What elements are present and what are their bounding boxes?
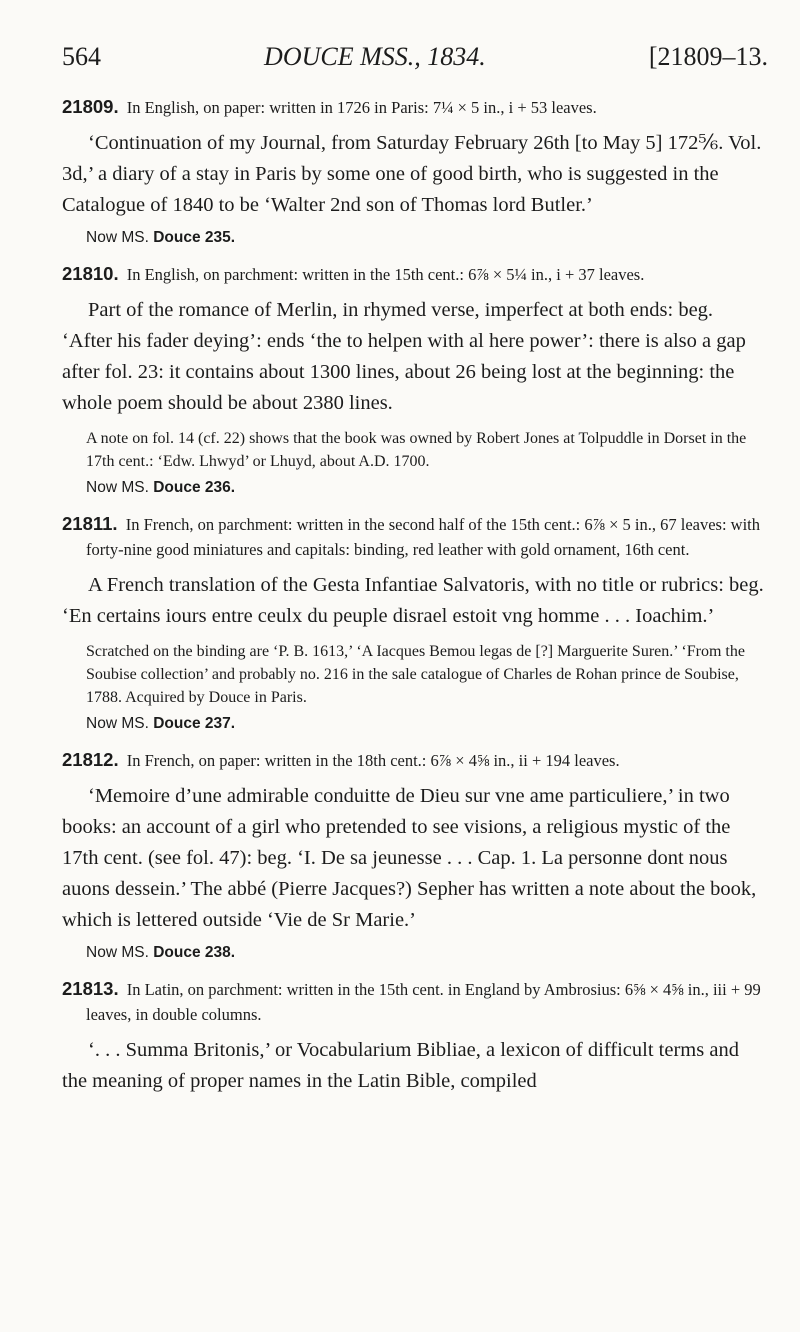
entry-21809 <box>62 94 768 247</box>
entry-number: 21809. <box>62 96 119 117</box>
entry-note: A note on fol. 14 (cf. 22) shows that the book was owned by Robert Jones at Tolpuddle in Dorset in the 17th cent.: ‘Edw. Lhwyd’ or Lhuyd, about A.D. 1700. <box>86 430 747 470</box>
entry-number: 21813. <box>62 978 119 999</box>
entry-body: A French translation of the Gesta Infantiae Salvatoris, with no title or rubrics: beg. ‘En certains iours entre ceulx du peuple disrael estoit vng homme . . . Ioachim.’ <box>62 574 764 627</box>
entry-body: ‘Continuation of my Journal, from Saturday February 26th [to May 5] 172⅚. Vol. 3d,’ a diary of a stay in Paris by some one of good birth, who is suggested in the Catalogue of 1840 to be ‘Walter 2nd son of Thomas lord Butler.’ <box>62 132 762 216</box>
shelfmark-ms: Douce 238. <box>153 944 236 961</box>
shelfmark-ms: Douce 237. <box>153 715 236 732</box>
entry-21810 <box>62 261 768 497</box>
entry-21813 <box>62 976 768 1097</box>
running-header <box>62 42 768 72</box>
document-page <box>62 42 768 1111</box>
entry-body: Part of the romance of Merlin, in rhymed verse, imperfect at both ends: beg. ‘After his fader deying’: ends ‘the to helpen with al here power’: there is also a gap after fol. 23: it contains about 1300 lines, about 26 being lost at the beginning: the whole poem should be about 2380 lines. <box>62 299 746 414</box>
shelfmark: Now MS. Douce 236. <box>86 479 236 496</box>
entry-body: ‘Memoire d’une admirable conduitte de Dieu sur vne ame particuliere,’ in two books: an account of a girl who pretended to see visions, a religious mystic of the 17th cent. (see fol. 47): beg. ‘I. De sa jeunesse . . . Cap. 1. La personne dont nous auons dessein.’ The abbé (Pierre Jacques?) Sepher has written a note about the book, which is lettered outside ‘Vie de Sr Marie.’ <box>62 785 757 931</box>
shelfmark: Now MS. Douce 235. <box>86 229 236 246</box>
page-number: 564 <box>62 42 101 71</box>
entry-21812 <box>62 747 768 962</box>
entry-description: In French, on paper: written in the 18th cent.: 6⅞ × 4⅝ in., ii + 194 leaves. <box>126 751 620 770</box>
entry-heading <box>62 747 768 773</box>
entry-note: Scratched on the binding are ‘P. B. 1613,’ ‘A Iacques Bemou legas de [?] Marguerite Suren.’ ‘From the Soubise collection’ and probably no. 216 in the sale catalogue of Charles de Rohan prince de Soubise, 1788. Acquired by Douce in Paris. <box>86 643 745 706</box>
entry-number: 21812. <box>62 749 119 770</box>
entry-description: In French, on parchment: written in the second half of the 15th cent.: 6⅞ × 5 in., 67 leaves: with forty-nine good miniatures and capitals: binding, red leather with gold ornament, 16th cent. <box>86 515 761 559</box>
entry-heading <box>62 94 768 120</box>
entry-range: [21809–13. <box>648 42 768 71</box>
entry-body: ‘. . . Summa Britonis,’ or Vocabularium Bibliae, a lexicon of difficult terms and the meaning of proper names in the Latin Bible, compiled <box>62 1039 739 1092</box>
shelfmark-ms: Douce 235. <box>153 229 236 246</box>
entry-description: In Latin, on parchment: written in the 15th cent. in England by Ambrosius: 6⅝ × 4⅝ in., iii + 99 leaves, in double columns. <box>86 980 761 1024</box>
entry-heading <box>62 261 768 287</box>
shelfmark: Now MS. Douce 237. <box>86 715 236 732</box>
entry-description: In English, on paper: written in 1726 in Paris: 7¼ × 5 in., i + 53 leaves. <box>126 98 597 117</box>
shelfmark-ms: Douce 236. <box>153 479 236 496</box>
entry-heading <box>62 976 768 1027</box>
entry-number: 21810. <box>62 263 119 284</box>
entry-number: 21811. <box>62 513 118 534</box>
entry-21811 <box>62 511 768 733</box>
shelfmark: Now MS. Douce 238. <box>86 944 236 961</box>
entry-description: In English, on parchment: written in the 15th cent.: 6⅞ × 5¼ in., i + 37 leaves. <box>126 265 645 284</box>
running-title: DOUCE MSS., 1834. <box>264 42 486 71</box>
entry-heading <box>62 511 768 562</box>
